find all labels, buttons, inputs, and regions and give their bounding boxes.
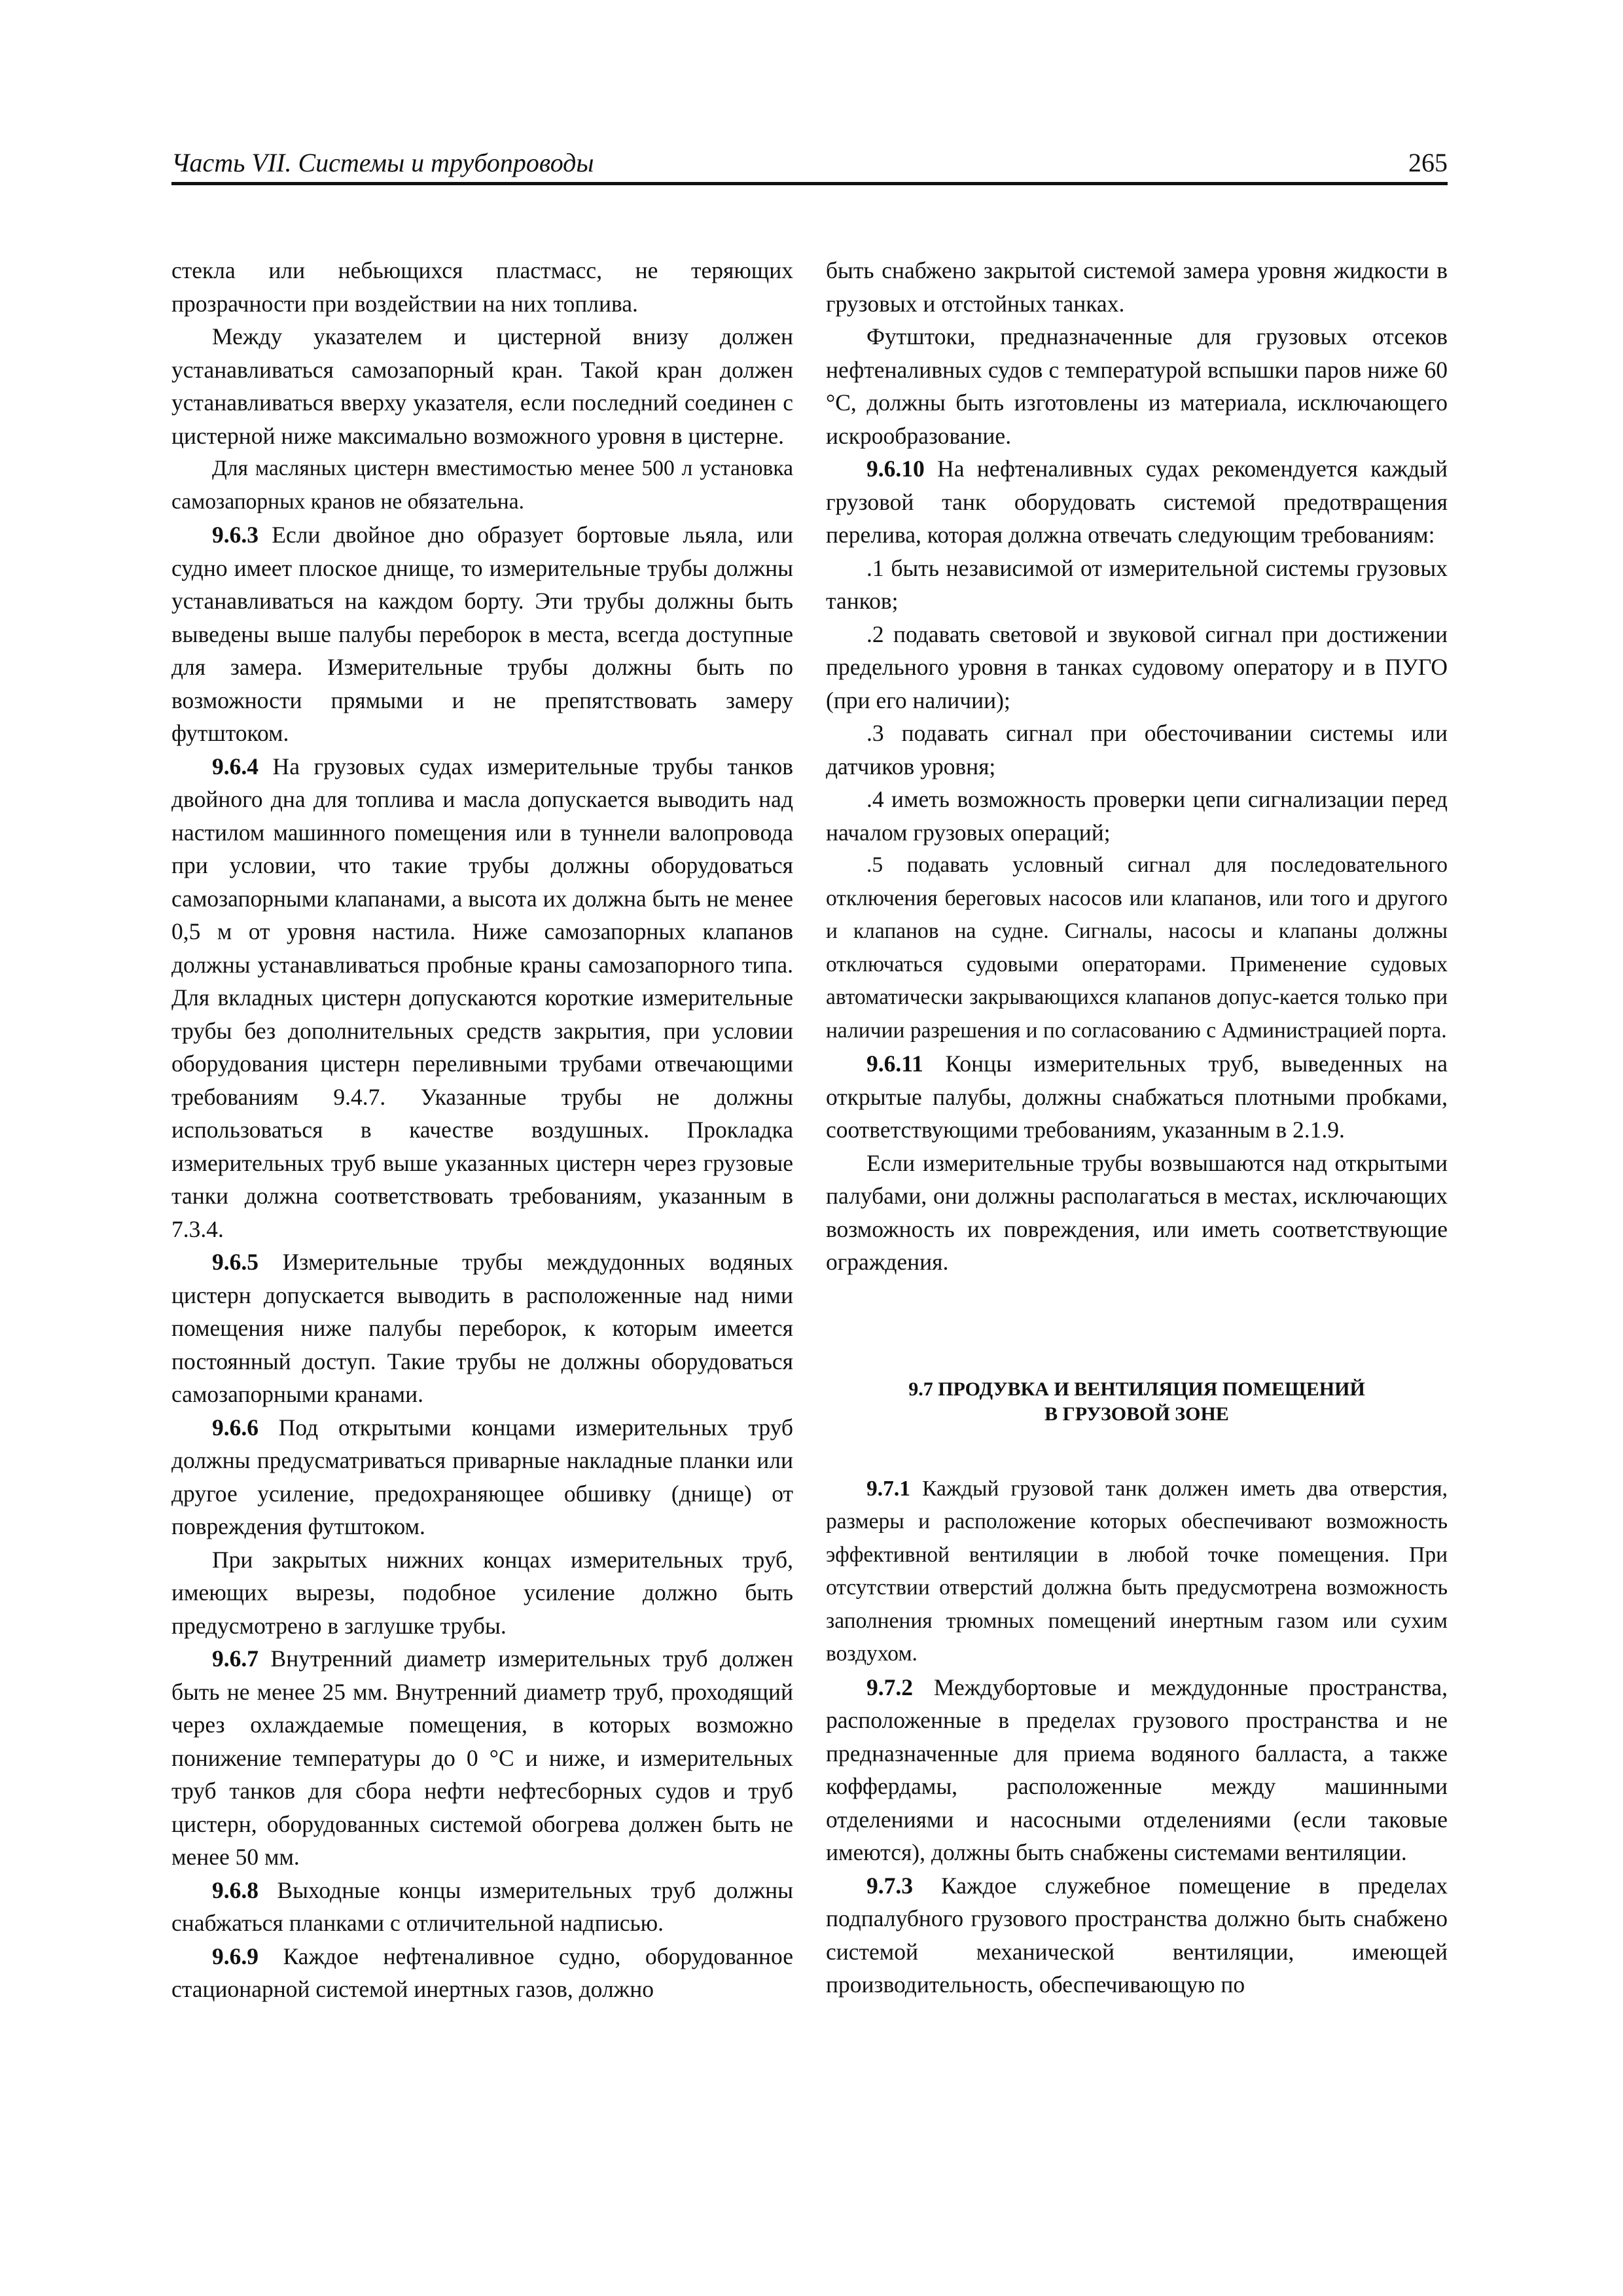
list-item: .4 иметь возможность проверки цепи сигнализации перед началом грузовых операций; [826, 786, 1448, 846]
paragraph-9-7-2: 9.7.2 Междубортовые и междудонные пространства, расположенные в пределах грузового пространства и не предназначенные для приема водяного балласта, а также коффердамы, расположенные между машинными отделениями и насосными отделениями (если таковые имеются), должны быть снабжены системами вентиляции. [826, 1674, 1448, 1865]
paragraph: Футштоки, предназначенные для грузовых отсеков нефтеналивных судов с температурой вспышки паров ниже 60 °С, должны быть изготовлены из материала, исключающего искрообразование. [826, 323, 1448, 449]
paragraph-9-6-9: 9.6.9 Каждое нефтеналивное судно, оборудованное стационарной системой инертных газов, должно [171, 1943, 793, 2002]
page-header [171, 145, 1448, 185]
paragraph: Если измерительные трубы возвышаются над открытыми палубами, они должны располагаться в местах, исключающих возможность их повреждения, или иметь соответствующие ограждения. [826, 1149, 1448, 1275]
paragraph-9-6-11: 9.6.11 Концы измерительных труб, выведенных на открытые палубы, должны снабжаться плотными пробками, соответствующими требованиям, указанным в 2.1.9. [826, 1050, 1448, 1143]
paragraph: При закрытых нижних концах измерительных труб, имеющих вырезы, подобное усиление должно быть предусмотрено в заглушке трубы. [171, 1546, 793, 1639]
paragraph-9-7-1: 9.7.1 Каждый грузовой танк должен иметь два отверстия, размеры и расположение которых обеспечивают возможность эффективной вентиляции в любой точке помещения. При отсутствии отверстий должна быть предусмотрена возможность заполнения трюмных помещений инертным газом или сухим воздухом. [826, 1476, 1448, 1666]
list-item: .5 подавать условный сигнал для последовательного отключения береговых насосов или клапанов, или того и другого и клапанов на судне. Сигналы, насосы и клапаны должны отключаться судовыми операторами. Применение судовых автоматически закрывающихся клапанов допус-кается только при наличии разрешения и по согласованию с Администрацией порта. [826, 853, 1448, 1043]
list-item: .2 подавать световой и звуковой сигнал при достижении предельного уровня в танках судовому оператору и в ПУГО (при его наличии); [826, 620, 1448, 713]
paragraph: стекла или небьющихся пластмасс, не теряющих прозрачности при воздействии на них топлива. [171, 257, 793, 317]
paragraph: Между указателем и цистерной внизу должен устанавливаться самозапорный кран. Такой кран должен устанавливаться вверху указателя, если последний соединен с цистерной ниже максимально возможного уровня в цистерне. [171, 323, 793, 449]
paragraph-9-6-7: 9.6.7 Внутренний диаметр измерительных труб должен быть не менее 25 мм. Внутренний диаметр труб, проходящий через охлаждаемые помещения, в которых возможно понижение температуры до 0 °С и ниже, и измерительных труб танков для сбора нефти нефтесборных судов и труб цистерн, оборудованных системой обогрева должен быть не менее 50 мм. [171, 1645, 793, 1870]
right-column [826, 254, 1448, 2001]
paragraph-9-7-3: 9.7.3 Каждое служебное помещение в пределах подпалубного грузового пространства должно быть снабжено системой механической вентиляции, имеющей производительность, обеспечивающую по [826, 1872, 1448, 1998]
page-number: 265 [1408, 148, 1448, 177]
running-title: Часть VII. Системы и трубопроводы [171, 148, 594, 177]
paragraph-9-6-6: 9.6.6 Под открытыми концами измерительных труб должны предусматриваться приварные накладные планки или другое усиление, предохраняющее обшивку (днище) от повреждения футштоком. [171, 1414, 793, 1539]
paragraph: Для масляных цистерн вместимостью менее 500 л установка самозапорных кранов не обязательна. [171, 456, 793, 514]
paragraph-9-6-10: 9.6.10 На нефтеналивных судах рекомендуется каждый грузовой танк оборудовать системой предотвращения перелива, которая должна отвечать следующим требованиям: [826, 456, 1448, 548]
list-item: .1 быть независимой от измерительной системы грузовых танков; [826, 554, 1448, 614]
list-item: .3 подавать сигнал при обесточивании системы или датчиков уровня; [826, 720, 1448, 780]
paragraph-9-6-4: 9.6.4 На грузовых судах измерительные трубы танков двойного дна для топлива и масла допускается выводить над настилом машинного помещения или в туннели валопровода при условии, что такие трубы должны оборудоваться самозапорными клапанами, а высота их должна быть не менее 0,5 м от уровня настила. Ниже самозапорных клапанов должны устанавливаться пробные краны самозапорного типа. Для вкладных цистерн допускаются короткие измерительные трубы без дополнительных средств закрытия, при условии оборудования цистерн переливными трубами отвечающими требованиям 9.4.7. Указанные трубы не должны использоваться в качестве воздушных. Прокладка измерительных труб выше указанных цистерн через грузовые танки должна соответствовать требованиям, указанным в 7.3.4. [171, 753, 793, 1242]
section-heading: 9.7 ПРОДУВКА И ВЕНТИЛЯЦИЯ ПОМЕЩЕНИЙ В ГРУЗОВОЙ ЗОНЕ [908, 1378, 1365, 1425]
paragraph: быть снабжено закрытой системой замера уровня жидкости в грузовых и отстойных танках. [826, 257, 1448, 317]
left-column [171, 254, 793, 2006]
paragraph-9-6-5: 9.6.5 Измерительные трубы междудонных водяных цистерн допускается выводить в расположенные над ними помещения ниже палубы переборок, к которым имеется постоянный доступ. Такие трубы не должны оборудоваться самозапорными кранами. [171, 1249, 793, 1407]
paragraph-9-6-8: 9.6.8 Выходные концы измерительных труб должны снабжаться планками с отличительной надписью. [171, 1876, 793, 1936]
paragraph-9-6-3: 9.6.3 Если двойное дно образует бортовые льяла, или судно имеет плоское днище, то измерительные трубы должны устанавливаться на каждом борту. Эти трубы должны быть выведены выше палубы переборок в места, всегда доступные для замера. Измерительные трубы должны быть по возможности прямыми и не препятствовать замеру футштоком. [171, 522, 793, 746]
